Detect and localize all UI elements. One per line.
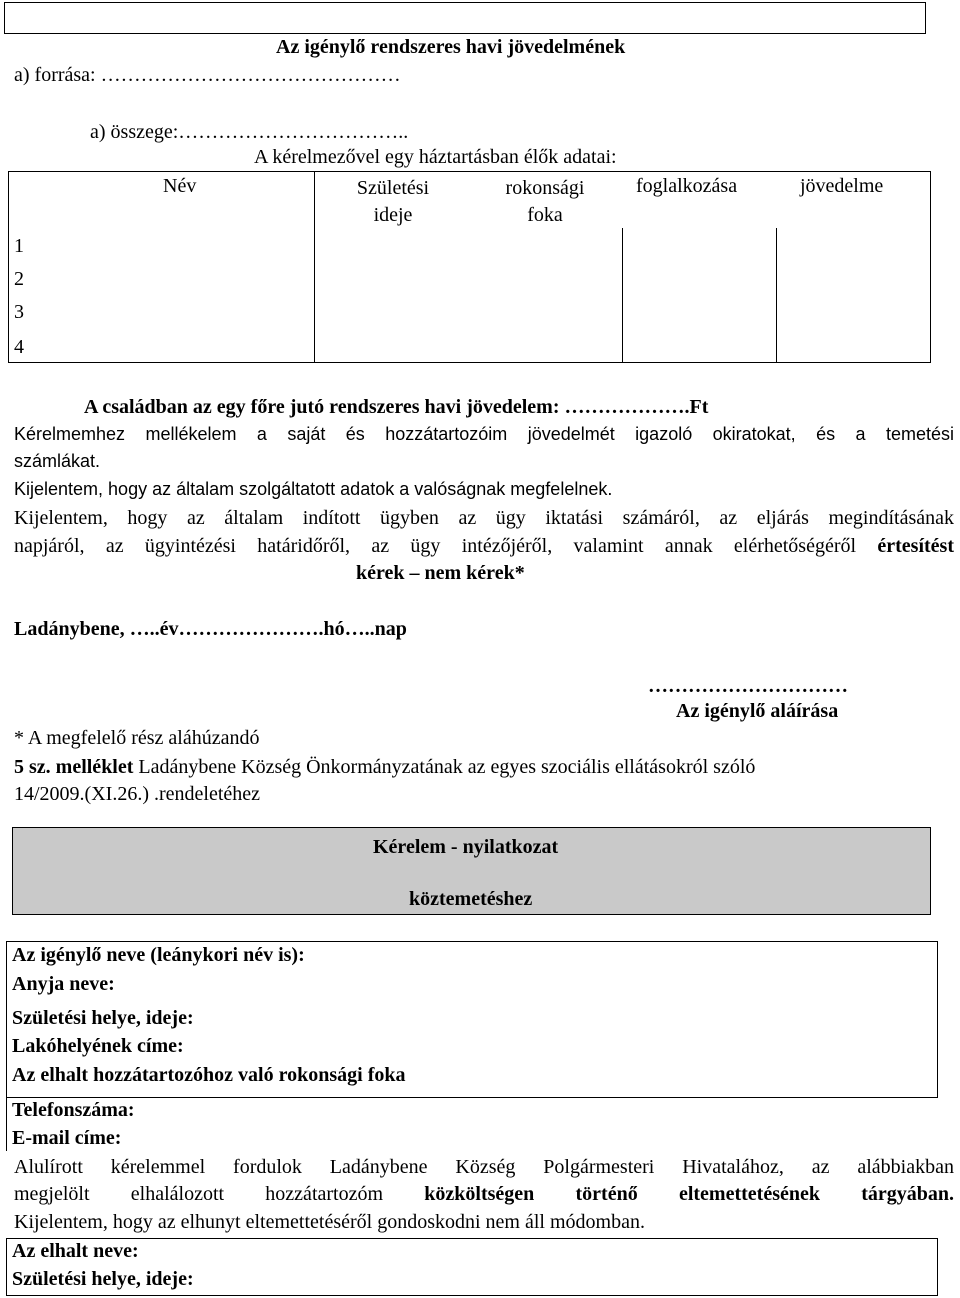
notify-statement-line1: Kijelentem, hogy az általam indított ügyben az ügy iktatási számáról, az eljárás megindításának — [14, 507, 954, 529]
field-birth-place-date: Születési helye, ideje: — [12, 1007, 194, 1029]
notify-statement-line2-text: napjáról, az ügyintézési határidőről, az ügy intézőjéről, valamint annak elérhetőségéről — [14, 535, 857, 557]
truth-statement: Kijelentem, hogy az általam szolgáltatott adatok a valóságnak megfelelnek. — [14, 479, 613, 499]
col-header-relation-line1: rokonsági — [505, 177, 585, 199]
field-email: E-mail címe: — [12, 1127, 122, 1149]
per-capita-income: A családban az egy főre jutó rendszeres havi jövedelem: ……………….Ft — [84, 396, 709, 418]
field-address: Lakóhelyének címe: — [12, 1035, 184, 1057]
household-title: A kérelmezővel egy háztartásban élők adatai: — [254, 146, 617, 168]
request-line2-text: megjelölt elhalálozott hozzátartozóm — [14, 1183, 384, 1205]
request-line2 — [14, 1183, 954, 1206]
request-line3: Kijelentem, hogy az elhunyt eltemettetéséről gondoskodni nem áll módomban. — [14, 1211, 645, 1233]
field-mother-name: Anyja neve: — [12, 973, 115, 995]
field-phone: Telefonszáma: — [12, 1099, 135, 1121]
table-row-number: 4 — [14, 336, 24, 358]
field-applicant-name: Az igénylő neve (leánykori név is): — [12, 944, 305, 966]
col-header-occupation: foglalkozása — [636, 175, 738, 197]
field-deceased-name: Az elhalt neve: — [12, 1240, 139, 1262]
annex-line1 — [14, 756, 755, 779]
col-header-name: Név — [163, 175, 197, 197]
field-deceased-birth: Születési helye, ideje: — [12, 1268, 194, 1290]
annex-number: 5 sz. melléklet — [14, 756, 134, 778]
form-title: Kérelem - nyilatkozat — [373, 836, 559, 858]
field-relation: Az elhalt hozzátartozóhoz való rokonsági foka — [12, 1064, 406, 1086]
attach-statement-line1: Kérelmemhez mellékelem a saját és hozzátartozóim jövedelmét igazoló okiratokat, és a temetési — [14, 424, 954, 444]
request-line1: Alulírott kérelemmel fordulok Ladánybene Község Polgármesteri Hivatalához, az alábbiakban — [14, 1156, 954, 1178]
col-header-birth-line1: Születési — [356, 177, 430, 199]
col-header-birth-line2: ideje — [373, 204, 413, 226]
col-header-birth — [338, 175, 448, 229]
annex-line1-text: Ladánybene Község Önkormányzatának az egyes szociális ellátásokról szóló — [133, 756, 756, 778]
table-row-number: 2 — [14, 268, 24, 290]
signature-label: Az igénylő aláírása — [676, 700, 839, 722]
form-subtitle: köztemetéshez — [409, 888, 533, 910]
income-source-line: a) forrása: ……………………………………… — [14, 64, 401, 86]
col-header-income: jövedelme — [800, 175, 884, 197]
date-line: Ladánybene, …..év………………….hó…..nap — [14, 618, 407, 640]
table-row-number: 1 — [14, 235, 24, 257]
col-header-relation-line2: foka — [527, 204, 563, 226]
footnote: * A megfelelő rész aláhúzandó — [14, 727, 260, 749]
attach-statement-line2: számlákat. — [14, 451, 101, 471]
col-header-relation — [490, 175, 600, 229]
income-amount-line: a) összege:…………………………….. — [90, 121, 409, 143]
form-title-box — [12, 827, 931, 915]
request-line2-bold: közköltségen történő eltemettetésének tárgyában. — [424, 1183, 955, 1205]
top-empty-box — [4, 2, 926, 34]
signature-dots: ………………………… — [648, 675, 848, 697]
notify-choice: kérek – nem kérek* — [356, 562, 525, 584]
notify-statement-line2-bold: értesítést — [877, 535, 954, 557]
table-row-number: 3 — [14, 301, 24, 323]
notify-statement-line2 — [14, 535, 954, 558]
annex-line2: 14/2009.(XI.26.) .rendeletéhez — [14, 783, 261, 805]
income-heading: Az igénylő rendszeres havi jövedelmének — [276, 36, 626, 58]
